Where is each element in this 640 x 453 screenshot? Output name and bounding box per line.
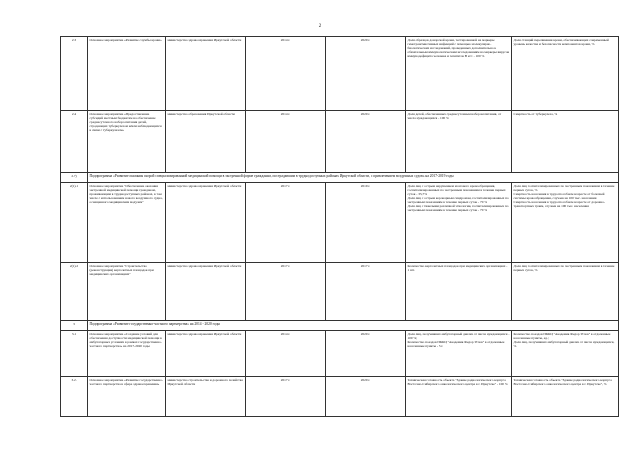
- indicator-cell: Доля станций переливания крови, обеспечивающих современный уровень качества и безопасности компонентов крови, %: [512, 37, 619, 111]
- end-year-cell: 2020 г.: [326, 331, 406, 377]
- subprogram-title: Подпрограмма «Развитие государственно-частного партнерства» на 2014 - 2020 годы: [88, 321, 619, 331]
- measure-cell: Основное мероприятие "Обеспечение оказания экстренной медицинской помощи гражданам, проживающим в труднодоступных районах, в том числе с использованием нового воздушного судна, оснащенного медицинским модулем": [88, 183, 166, 263]
- row-number: 3.2.: [61, 377, 88, 417]
- indicator-cell: Доля лиц госпитализированных по экстренным показаниям в течение первых суток, % Смертность населения в трудоспособном возрасте от болезней системы кровообращения, случаев на 100 тыс. населения Смертность населения в трудоспособном возрасте от дорожно-транспортных травм, случаев на 100 тыс. населения: [512, 183, 619, 263]
- start-year-cell: 2014 г.: [246, 331, 326, 377]
- start-year-cell: 2014 г.: [246, 111, 326, 173]
- table-row: [61, 37, 619, 111]
- measure-cell: Основное мероприятие «Развитие государственно-частного партнерства в сфере здравоохранения»: [88, 377, 166, 417]
- executor-cell: министерство здравоохранения Иркутской области: [166, 37, 246, 111]
- target-cell: Количество вертолетных площадок при медицинских организациях - 1 шт.: [406, 263, 512, 321]
- indicator-cell: Смертность от туберкулеза, %: [512, 111, 619, 173]
- measure-cell: Основное мероприятие «Предоставление субсидий местным бюджетам на обеспечение среднесуточного набора питания детей, страдающих туберкулезом и/или наблюдающихся в связи с туберкулезом»: [88, 111, 166, 173]
- executor-cell: министерство здравоохранения Иркутской области: [166, 331, 246, 377]
- target-cell: Доля лиц, получивших амбулаторный диализ от числа нуждающихся - 100 %; Количество поездов ПККЦ "Академик Федор Углов" в отдаленные населенные пункты - 5 г.: [406, 331, 512, 377]
- table-row: [61, 111, 619, 173]
- start-year-cell: 2014 г.: [246, 37, 326, 111]
- executor-cell: министерство образования Иркутской области: [166, 111, 246, 173]
- row-number: 2(1).1: [61, 183, 88, 263]
- start-year-cell: 2017 г.: [246, 263, 326, 321]
- indicator-cell: Количество поездов ПККЦ "Академик Федор Углов" в отдаленные населенные пункты, ед.; Доля лиц, получивших амбулаторный диализ от числа нуждающихся, %: [512, 331, 619, 377]
- target-cell: Доля детей, обеспеченных среднесуточным набором питания, от числа нуждающихся - 100 %: [406, 111, 512, 173]
- table-row: [61, 377, 619, 417]
- target-cell: Доля образцов донорской крови, тестированной на маркеры гемотрансмиссивных инфекций с помощью молекулярно-биологических исследований, проведенных дополнительно к обязательным иммунологическим исследованиям на маркеры вирусов иммунодефицита человека и гепатитов В и С - 100 %: [406, 37, 512, 111]
- row-number: 3.1: [61, 331, 88, 377]
- target-cell: Доля лиц с острым нарушением мозгового кровообращения, госпитализированных по экстренным показаниям в течение первых суток - 35,7% Доля лиц с острым коронарным синдромом, госпитализированных по экстренным показаниям в течение первых суток - 70 % Доля лиц с тяжелыми различной этиологии, госпитализированных по экстренным показаниям в течение первых суток - 70 %: [406, 183, 512, 263]
- program-table: [60, 36, 619, 417]
- subprogram-number: 3: [61, 321, 88, 331]
- row-number: 2.3: [61, 37, 88, 111]
- subprogram-row: [61, 173, 619, 183]
- end-year-cell: 2017 г.: [326, 263, 406, 321]
- executor-cell: министерство здравоохранения Иркутской области: [166, 263, 246, 321]
- start-year-cell: 2017 г.: [246, 183, 326, 263]
- table-row: [61, 331, 619, 377]
- start-year-cell: 2017 г.: [246, 377, 326, 417]
- subprogram-row: [61, 321, 619, 331]
- end-year-cell: 2020 г.: [326, 111, 406, 173]
- table-row: [61, 263, 619, 321]
- end-year-cell: 2020 г.: [326, 37, 406, 111]
- subprogram-number: 2.7): [61, 173, 88, 183]
- end-year-cell: 2020 г.: [326, 377, 406, 417]
- row-number: 2(1).2: [61, 263, 88, 321]
- end-year-cell: 2019 г.: [326, 183, 406, 263]
- row-number: 2.4: [61, 111, 88, 173]
- executor-cell: министерство строительства и дорожного хозяйства Иркутской области: [166, 377, 246, 417]
- indicator-cell: Техническая готовность объекта "Здание радиологического корпуса Восточно-Сибирского онкологического центра в г. Иркутске", %: [512, 377, 619, 417]
- page-number: 2: [318, 24, 322, 29]
- measure-cell: Основное мероприятие «Развитие службы крови»: [88, 37, 166, 111]
- indicator-cell: Доля лиц госпитализированных по экстренным показаниям в течение первых суток, %: [512, 263, 619, 321]
- table-row: [61, 183, 619, 263]
- target-cell: Техническая готовность объекта "Здание радиологического корпуса Восточно-Сибирского онкологического центра в г. Иркутске" - 100 %: [406, 377, 512, 417]
- executor-cell: министерство здравоохранения Иркутской области: [166, 183, 246, 263]
- measure-cell: Основное мероприятие "Строительство (реконструкция) вертолетных площадок при медицинских организациях": [88, 263, 166, 321]
- measure-cell: Основное мероприятие «Создание условий для обеспечения доступности медицинской помощи в амбулаторных условиях в рамках государственно-частного партнерства» на 2017-2020 годы: [88, 331, 166, 377]
- subprogram-title: Подпрограмма «Развитие оказания скорой специализированной медицинской помощи в экстренной форме гражданам, пострадавшим в труднодоступных районах Иркутской области, с привлечением воздушных судов» на 2017-2019 годы: [88, 173, 619, 183]
